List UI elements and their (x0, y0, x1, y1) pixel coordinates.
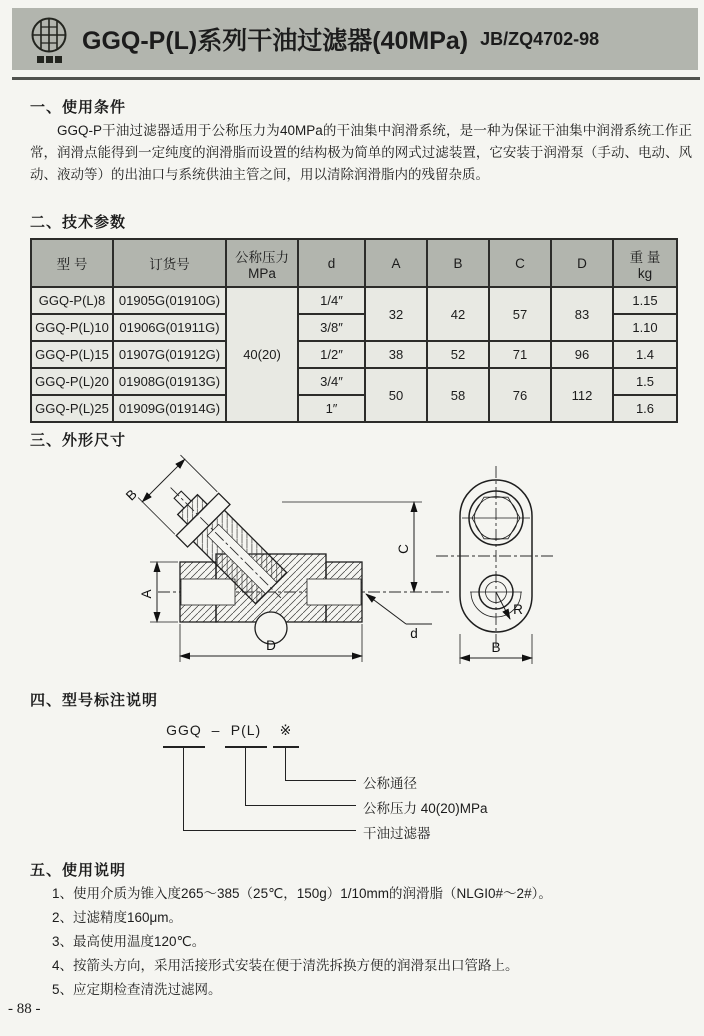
table-row (31, 287, 677, 314)
cell-c: 71 (489, 341, 551, 368)
cell-dd: 112 (551, 368, 613, 422)
col-header-b: B (427, 239, 489, 287)
end-view (436, 466, 556, 664)
dim-label-c: C (396, 544, 411, 554)
page-number: - 88 - (8, 1001, 41, 1017)
section-2-heading: 二、技术参数 (30, 214, 127, 231)
cell-d: 3/8″ (298, 314, 365, 341)
company-logo-icon (29, 15, 69, 55)
instruction-item: 1、使用介质为锥入度265～385（25℃，150g）1/10mm的润滑脂（NLGI0#～2#）。 (52, 886, 552, 901)
callout-line (183, 748, 356, 831)
callout-label-pressure: 公称压力 40(20)MPa (363, 801, 488, 816)
col-header-pressure: 公称压力 MPa (226, 239, 298, 287)
callout-label-bore: 公称通径 (363, 776, 417, 791)
cell-dd: 96 (551, 341, 613, 368)
instructions-list (52, 882, 692, 1002)
table-row (31, 341, 677, 368)
cell-d: 1/2″ (298, 341, 365, 368)
cell-weight: 1.5 (613, 368, 677, 395)
cell-d: 1/4″ (298, 287, 365, 314)
cell-model: GGQ-P(L)10 (31, 314, 113, 341)
cell-weight: 1.10 (613, 314, 677, 341)
dim-label-b-end: B (491, 640, 501, 655)
cell-c: 76 (489, 368, 551, 422)
model-code-ggq: GGQ (166, 722, 202, 738)
col-header-dd: D (551, 239, 613, 287)
company-logo (26, 15, 72, 63)
col-header-c: C (489, 239, 551, 287)
instruction-item: 4、按箭头方向，采用活接形式安装在便于清洗拆换方便的润滑泵出口管路上。 (52, 958, 519, 973)
cell-a: 38 (365, 341, 427, 368)
instruction-item: 2、过滤精度160μm。 (52, 910, 183, 925)
cell-a: 50 (365, 368, 427, 422)
callout-label-filter: 干油过滤器 (363, 826, 431, 841)
cell-order: 01909G(01914G) (113, 395, 226, 422)
cell-pressure: 40(20) (226, 287, 298, 422)
sectional-view (123, 452, 450, 662)
section-3-heading: 三、外形尺寸 (30, 432, 127, 449)
cell-weight: 1.15 (613, 287, 677, 314)
col-header-weight: 重 量 kg (613, 239, 677, 287)
model-code-pl: P(L) (230, 722, 262, 738)
logo-caption-marks (37, 56, 62, 63)
section-4-heading: 四、型号标注说明 (30, 692, 159, 709)
cell-dd: 83 (551, 287, 613, 341)
section-1-heading: 一、使用条件 (30, 99, 127, 116)
cell-b: 42 (427, 287, 489, 341)
standard-number: JB/ZQ4702-98 (480, 28, 600, 49)
cell-model: GGQ-P(L)25 (31, 395, 113, 422)
cell-c: 57 (489, 287, 551, 341)
dim-label-a: A (139, 589, 154, 599)
cell-b: 52 (427, 341, 489, 368)
cell-d: 3/4″ (298, 368, 365, 395)
cell-model: GGQ-P(L)8 (31, 287, 113, 314)
page-title: GGQ-P(L)系列干油过滤器(40MPa) (82, 27, 469, 55)
section-5-heading: 五、使用说明 (30, 862, 127, 879)
cell-order: 01907G(01912G) (113, 341, 226, 368)
cell-order: 01908G(01913G) (113, 368, 226, 395)
cell-order: 01906G(01911G) (113, 314, 226, 341)
cell-order: 01905G(01910G) (113, 287, 226, 314)
cell-model: GGQ-P(L)15 (31, 341, 113, 368)
dim-label-dd: D (266, 638, 276, 653)
col-header-model: 型 号 (31, 239, 113, 287)
usage-conditions-paragraph: GGQ-P干油过滤器适用于公称压力为40MPa的干油集中润滑系统，是一种为保证干油集中润滑系统工作正常，润滑点能得到一定纯度的润滑脂而设置的结构极为简单的网式过滤装置，它安装于润滑泵（手动、电动、风动、液动等）的出油口与系统供油主管之间，用以清除润滑脂内的残留杂质。 (30, 123, 692, 182)
instruction-item: 3、最高使用温度120℃。 (52, 934, 206, 949)
spec-table (30, 238, 678, 423)
cell-b: 58 (427, 368, 489, 422)
model-code-star: ※ (279, 722, 293, 738)
model-code-dash: – (211, 722, 221, 738)
outline-drawing (30, 452, 674, 684)
dim-label-d: d (410, 626, 418, 641)
model-designation-diagram (163, 720, 623, 852)
col-header-d: d (298, 239, 365, 287)
header-bar (12, 8, 698, 70)
dim-label-r: R (513, 602, 523, 617)
instruction-item: 5、应定期检查清洗过滤网。 (52, 982, 222, 997)
cell-weight: 1.6 (613, 395, 677, 422)
cell-d: 1″ (298, 395, 365, 422)
cell-weight: 1.4 (613, 341, 677, 368)
cell-model: GGQ-P(L)20 (31, 368, 113, 395)
dim-label-b: B (122, 486, 140, 504)
cell-a: 32 (365, 287, 427, 341)
header-divider (12, 77, 700, 80)
table-row (31, 368, 677, 395)
col-header-a: A (365, 239, 427, 287)
table-header-row (31, 239, 677, 287)
col-header-order: 订货号 (113, 239, 226, 287)
